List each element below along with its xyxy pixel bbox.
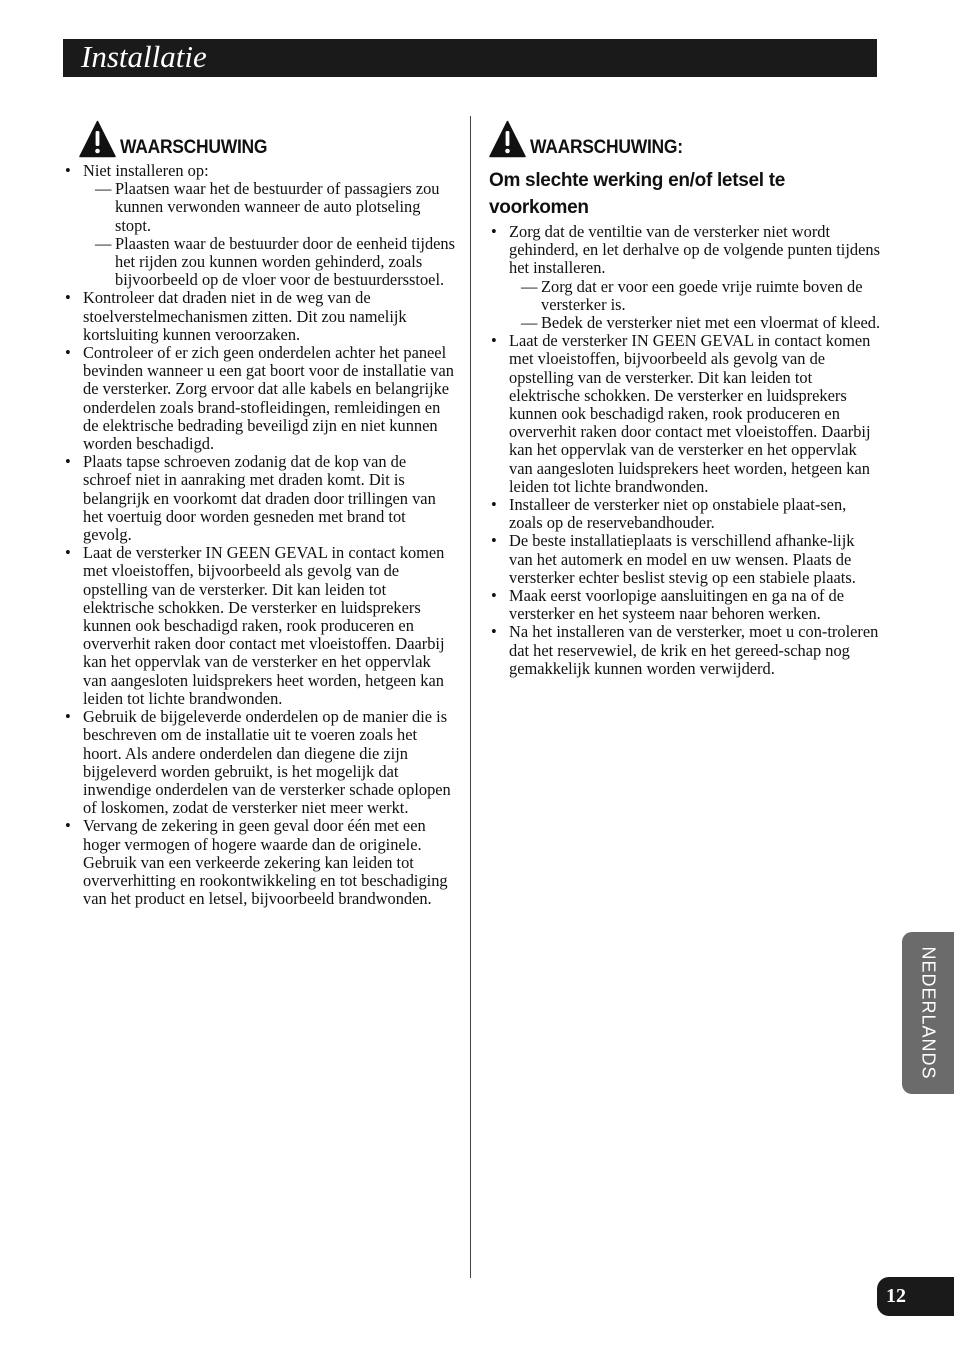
left-item: • Laat de versterker IN GEEN GEVAL in contact komen met vloeistoffen, bijvoorbeeld als gevolg van de opstelling van de versterker. Dit kan leiden tot elektrische schokken. De versterker en luidsprekers kunnen ook beschadigd raken, rook produceren en oververhit raken door contact met vloeistoffen. Daarbij kan het oppervlak van de versterker en het oppervlak van aangesloten luidsprekers heet worden, hetgeen kan leiden tot lichte brandwonden. bbox=[63, 544, 455, 708]
left-item: • Vervang de zekering in geen geval door één met een hoger vermogen of hogere waarde dan de originele. Gebruik van een verkeerde zekering kan leiden tot oververhitting en rookontwikkeling en tot beschadiging van het product en letsel, bijvoorbeeld brandwonden. bbox=[63, 817, 455, 908]
left-item: • Plaats tapse schroeven zodanig dat de kop van de schroef niet in aanraking met draden komt. Dit is belangrijk en voorkomt dat draden door trillingen van het voertuig door worden gesneden met brand tot gevolg. bbox=[63, 453, 455, 544]
right-item-text: Zorg dat de ventiltie van de versterker niet wordt gehinderd, en let derhalve op de volgende punten tijdens het installeren. bbox=[509, 222, 880, 278]
left-column bbox=[63, 116, 455, 908]
right-item: • Installeer de versterker niet op onstabiele plaat-sen, zoals op de reservebandhouder. bbox=[489, 496, 881, 532]
left-item-text: Niet installeren op: bbox=[83, 161, 209, 180]
left-warning-header bbox=[79, 116, 455, 158]
left-item: • Kontroleer dat draden niet in de weg van de stoelverstelmechanismen zitten. Dit zou namelijk kortsluiting kunnen veroorzaken. bbox=[63, 289, 455, 344]
right-sublist bbox=[509, 278, 881, 333]
right-item: • Na het installeren van de versterker, moet u con-troleren dat het reservewiel, de krik en het gereed-schap nog gemakkelijk kunnen worden verwijderd. bbox=[489, 623, 881, 678]
left-item: • Gebruik de bijgeleverde onderdelen op de manier die is beschreven om de installatie uit te voeren zoals het hoort. Als andere onderdelen dan diegene die zijn bijgeleverd worden gebruikt, is het mogelijk dat inwendige onderdelen van de versterker schade oplopen of loskomen, zodat de versterker niet meer werkt. bbox=[63, 708, 455, 817]
language-tab bbox=[902, 932, 954, 1094]
left-sublist bbox=[83, 180, 455, 289]
right-item bbox=[489, 223, 881, 332]
warning-triangle-icon bbox=[489, 120, 526, 158]
left-warning-list bbox=[63, 162, 455, 908]
page-number-badge bbox=[877, 1277, 954, 1316]
right-warning-header bbox=[489, 116, 881, 158]
right-column bbox=[489, 116, 881, 678]
right-item: • Maak eerst voorlopige aansluitingen en ga na of de versterker en het systeem naar behoren werken. bbox=[489, 587, 881, 623]
page-number: 12 bbox=[886, 1285, 906, 1307]
warning-triangle-icon bbox=[79, 120, 116, 158]
left-subitem: — Plaatsen waar het de bestuurder of passagiers zou kunnen verwonden wanneer de auto plotseling stopt. bbox=[83, 180, 455, 235]
header-bar bbox=[63, 39, 877, 77]
left-item bbox=[63, 162, 455, 289]
right-subitem: — Zorg dat er voor een goede vrije ruimte boven de versterker is. bbox=[509, 278, 881, 314]
page-title: Installatie bbox=[81, 39, 207, 74]
column-divider bbox=[470, 116, 471, 1278]
language-tab-label: NEDERLANDS bbox=[918, 946, 939, 1080]
right-subheading: Om slechte werking en/of letsel te voorkomen bbox=[489, 170, 786, 218]
right-warning-title: WAARSCHUWING: bbox=[530, 137, 683, 158]
right-item: • Laat de versterker IN GEEN GEVAL in contact komen met vloeistoffen, bijvoorbeeld als gevolg van de opstelling van de versterker. Dit kan leiden tot elektrische schokken. De versterker en luidsprekers kunnen ook beschadigd raken, rook produceren en oververhit raken door contact met vloeistoffen. Daarbij kan het oppervlak van de versterker en het oppervlak van aangesloten luidsprekers heet worden, hetgeen kan leiden tot lichte brandwonden. bbox=[489, 332, 881, 496]
left-warning-title: WAARSCHUWING bbox=[120, 137, 268, 158]
left-subitem: — Plaasten waar de bestuurder door de eenheid tijdens het rijden zou kunnen worden gehinderd, zoals bijvoorbeeld op de vloer voor de bestuurdersstoel. bbox=[83, 235, 455, 290]
left-item: • Controleer of er zich geen onderdelen achter het paneel bevinden wanneer u een gat boort voor de installatie van de versterker. Zorg ervoor dat alle kabels en belangrijke onderdelen zoals brand-stofleidingen, remleidingen en de elektrische bedrading beveiligd zijn en niet kunnen worden beschadigd. bbox=[63, 344, 455, 453]
right-item: • De beste installatieplaats is verschillend afhanke-lijk van het automerk en model en uw wensen. Plaats de versterker echter beslist stevig op een stabiele plaats. bbox=[489, 532, 881, 587]
right-subitem: — Bedek de versterker niet met een vloermat of kleed. bbox=[509, 314, 881, 332]
right-warning-list bbox=[489, 223, 881, 678]
